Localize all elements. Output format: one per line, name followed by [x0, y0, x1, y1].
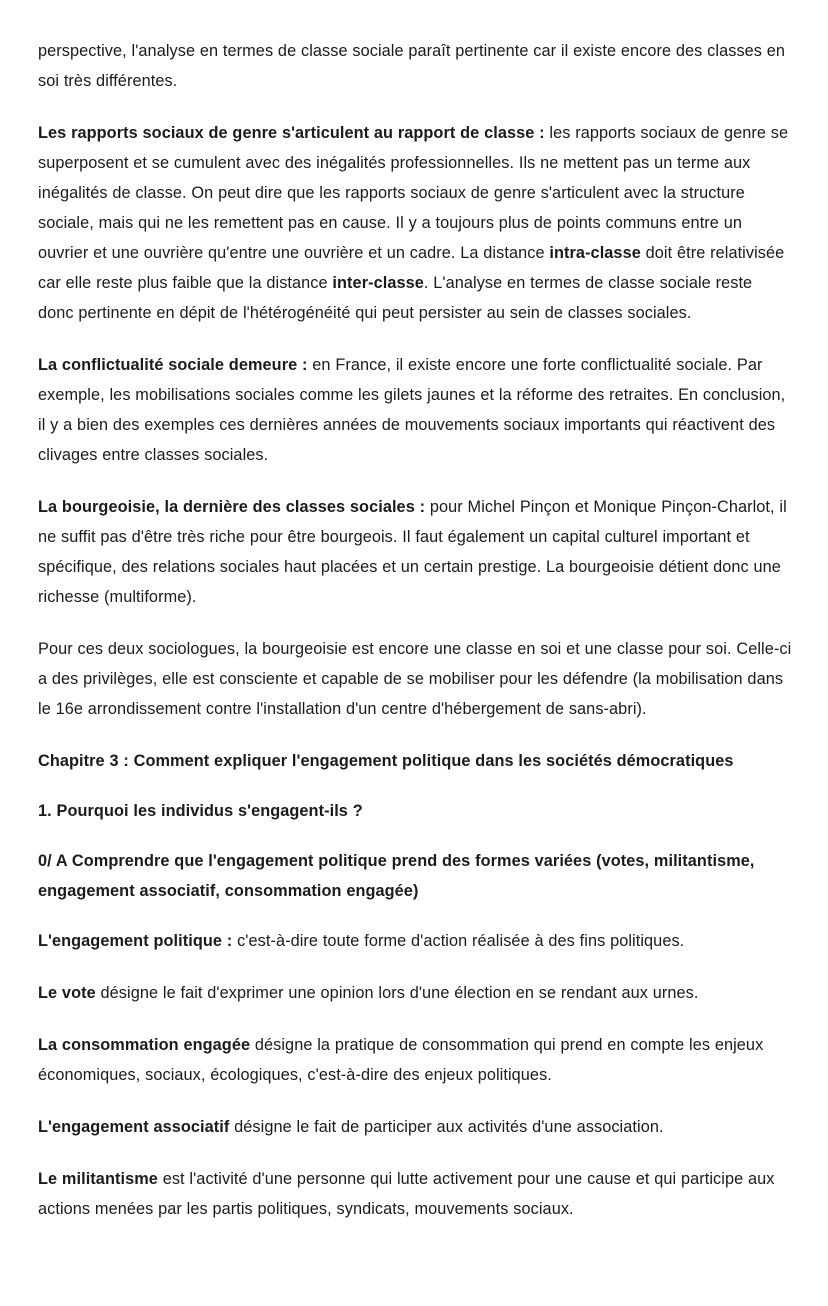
page-bottom-margin: [38, 1246, 790, 1306]
text-run: désigne le fait d'exprimer une opinion lors d'une élection en se rendant aux urnes.: [95, 984, 699, 1002]
bold-run: La consommation engagée: [38, 1036, 251, 1054]
definition-consommation-engagee: [38, 1030, 792, 1090]
bold-run: inter-classe: [332, 274, 424, 292]
text-run: les rapports sociaux de genre se superposent et se cumulent avec des inégalités professionnelles. Ils ne mettent pas un terme aux inégalités de classe. On peut dire que les rapports sociaux de genre s'articulent avec la structure sociale, mais qui ne les remettent pas en cause. Il y a toujours plus de points communs entre un ouvrier et une ouvrière qu'entre une ouvrière et un cadre. La distance: [38, 124, 789, 262]
text-run: perspective, l'analyse en termes de classe sociale paraît pertinente car il existe encore des classes en soi très différentes.: [38, 42, 786, 90]
definition-engagement-associatif: [38, 1112, 792, 1142]
bold-run: La bourgeoisie, la dernière des classes sociales :: [38, 498, 426, 516]
document-text-body: [38, 36, 792, 1224]
bold-run: La conflictualité sociale demeure :: [38, 356, 308, 374]
bold-run: intra-classe: [549, 244, 641, 262]
text-run: en France, il existe encore une forte conflictualité sociale. Par exemple, les mobilisations sociales comme les gilets jaunes et la réforme des retraites. En conclusion, il y a bien des exemples ces dernières années de mouvements sociaux importants qui réactivent des clivages entre classes sociales.: [38, 356, 786, 464]
text-run: c'est-à-dire toute forme d'action réalisée à des fins politiques.: [232, 932, 685, 950]
text-run: Pour ces deux sociologues, la bourgeoisie est encore une classe en soi et une classe pour soi. Celle-ci a des privilèges, elle est consciente et capable de se mobiliser pour les défendre (la mobilisation dans le 16e arrondissement contre l'installation d'un centre d'hébergement de sans-abri).: [38, 640, 792, 718]
text-run: . L'analyse en termes de classe sociale reste donc pertinente en dépit de l'hétérogénéité qui peut persister au sein de classes sociales.: [38, 274, 753, 322]
paragraph-bourgeoisie-derniere-classe: [38, 492, 792, 612]
bold-run: Les rapports sociaux de genre s'articulent au rapport de classe :: [38, 124, 545, 142]
heading-chapitre-3: [38, 746, 792, 776]
bold-run: Le vote: [38, 984, 96, 1002]
text-run: doit être relativisée car elle reste plus faible que la distance: [38, 244, 785, 292]
text-run: désigne la pratique de consommation qui prend en compte les enjeux économiques, sociaux, écologiques, c'est-à-dire des enjeux politiques.: [38, 1036, 764, 1084]
paragraph-perspective-classe-sociale: [38, 36, 792, 96]
paragraph-deux-sociologues-classe-pour-soi: [38, 634, 792, 724]
heading-sous-section-0a-formes-variees: [38, 846, 792, 906]
text-run: est l'activité d'une personne qui lutte activement pour une cause et qui participe aux actions menées par les partis politiques, syndicats, mouvements sociaux.: [38, 1170, 775, 1218]
bold-run: L'engagement politique :: [38, 932, 233, 950]
bold-run: Le militantisme: [38, 1170, 158, 1188]
bold-run: L'engagement associatif: [38, 1118, 230, 1136]
bold-run: 0/ A Comprendre que l'engagement politique prend des formes variées (votes, militantisme, engagement associatif, consommation engagée): [38, 852, 755, 900]
definition-militantisme: [38, 1164, 792, 1224]
text-run: désigne le fait de participer aux activités d'une association.: [229, 1118, 664, 1136]
paragraph-rapports-sociaux-de-genre: [38, 118, 792, 328]
paragraph-conflictualite-sociale: [38, 350, 792, 470]
bold-run: Chapitre 3 : Comment expliquer l'engagement politique dans les sociétés démocratiques: [38, 752, 734, 770]
definition-engagement-politique: [38, 926, 792, 956]
text-run: pour Michel Pinçon et Monique Pinçon-Charlot, il ne suffit pas d'être très riche pour être bourgeois. Il faut également un capital culturel important et spécifique, des relations sociales haut placées et un certain prestige. La bourgeoisie détient donc une richesse (multiforme).: [38, 498, 787, 606]
definition-le-vote: [38, 978, 792, 1008]
bold-run: 1. Pourquoi les individus s'engagent-ils ?: [38, 802, 363, 820]
heading-section-1-pourquoi-individus-sengagent: [38, 796, 792, 826]
